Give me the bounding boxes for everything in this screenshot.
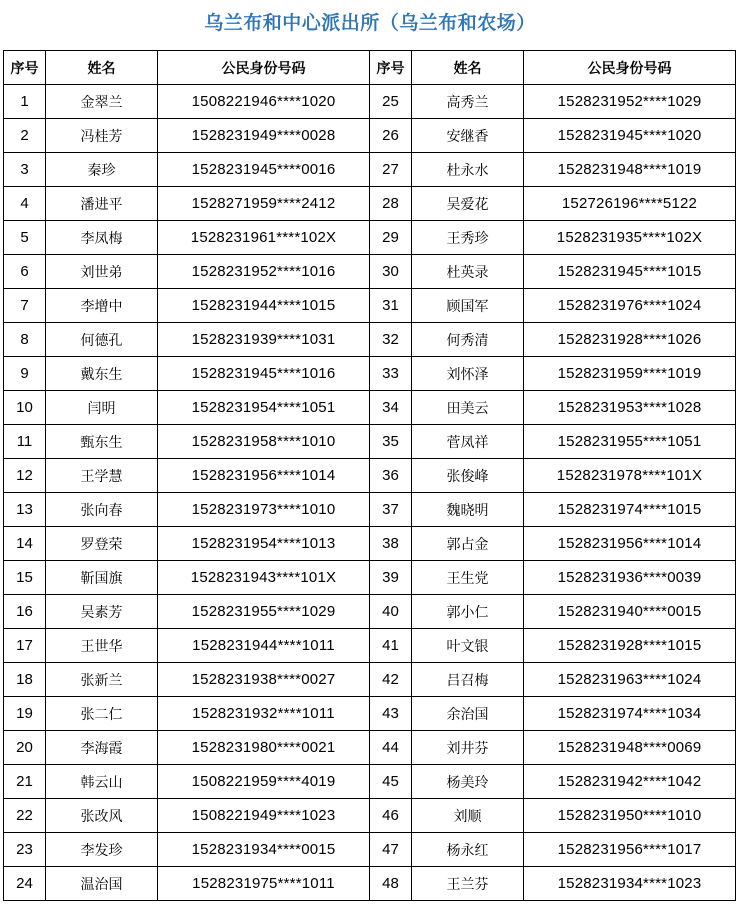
id-number-cell: 1528231963****1024: [524, 663, 736, 697]
table-row: [4, 357, 736, 391]
id-number-cell: 1528231928****1026: [524, 323, 736, 357]
name-cell: 张新兰: [46, 663, 158, 697]
table-row: [4, 493, 736, 527]
name-cell: 吴爱花: [412, 187, 524, 221]
name-cell: 余治国: [412, 697, 524, 731]
id-number-cell: 1528231959****1019: [524, 357, 736, 391]
row-number-cell: 36: [370, 459, 412, 493]
name-cell: 何秀清: [412, 323, 524, 357]
id-number-cell: 1528231942****1042: [524, 765, 736, 799]
name-cell: 温治国: [46, 867, 158, 901]
id-number-cell: 1528231974****1034: [524, 697, 736, 731]
header-name-left: 姓名: [46, 51, 158, 85]
id-number-cell: 1528231973****1010: [158, 493, 370, 527]
row-number-cell: 26: [370, 119, 412, 153]
table-row: [4, 289, 736, 323]
name-cell: 何德孔: [46, 323, 158, 357]
id-number-cell: 1508221949****1023: [158, 799, 370, 833]
name-cell: 杜永水: [412, 153, 524, 187]
id-number-cell: 1528231954****1013: [158, 527, 370, 561]
id-number-cell: 1528231956****1014: [158, 459, 370, 493]
id-number-cell: 1528231945****1016: [158, 357, 370, 391]
row-number-cell: 5: [4, 221, 46, 255]
row-number-cell: 28: [370, 187, 412, 221]
row-number-cell: 20: [4, 731, 46, 765]
table-row: [4, 867, 736, 901]
row-number-cell: 22: [4, 799, 46, 833]
id-number-cell: 1528231956****1017: [524, 833, 736, 867]
name-cell: 王生党: [412, 561, 524, 595]
name-cell: 李发珍: [46, 833, 158, 867]
name-cell: 罗登荣: [46, 527, 158, 561]
name-cell: 王秀珍: [412, 221, 524, 255]
id-number-cell: 1508221959****4019: [158, 765, 370, 799]
row-number-cell: 38: [370, 527, 412, 561]
header-no-left: 序号: [4, 51, 46, 85]
name-cell: 吴素芳: [46, 595, 158, 629]
table-row: [4, 731, 736, 765]
id-number-cell: 1528231934****0015: [158, 833, 370, 867]
id-number-cell: 1528231945****1015: [524, 255, 736, 289]
name-cell: 菅凤祥: [412, 425, 524, 459]
table-row: [4, 561, 736, 595]
row-number-cell: 45: [370, 765, 412, 799]
header-row: [4, 51, 736, 85]
row-number-cell: 47: [370, 833, 412, 867]
table-row: [4, 833, 736, 867]
name-cell: 李增中: [46, 289, 158, 323]
name-cell: 杨美玲: [412, 765, 524, 799]
name-cell: 戴东生: [46, 357, 158, 391]
table-row: [4, 187, 736, 221]
row-number-cell: 40: [370, 595, 412, 629]
table-row: [4, 425, 736, 459]
name-cell: 刘世弟: [46, 255, 158, 289]
row-number-cell: 9: [4, 357, 46, 391]
row-number-cell: 24: [4, 867, 46, 901]
row-number-cell: 33: [370, 357, 412, 391]
id-number-cell: 1528231938****0027: [158, 663, 370, 697]
name-cell: 田美云: [412, 391, 524, 425]
row-number-cell: 17: [4, 629, 46, 663]
id-number-cell: 1528231944****1015: [158, 289, 370, 323]
id-number-cell: 1528231934****1023: [524, 867, 736, 901]
row-number-cell: 11: [4, 425, 46, 459]
table-row: [4, 459, 736, 493]
name-cell: 靳国旗: [46, 561, 158, 595]
id-number-cell: 1528231950****1010: [524, 799, 736, 833]
id-number-cell: 1528231948****0069: [524, 731, 736, 765]
table-row: [4, 697, 736, 731]
name-cell: 张二仁: [46, 697, 158, 731]
name-cell: 闫明: [46, 391, 158, 425]
row-number-cell: 42: [370, 663, 412, 697]
name-cell: 杨永红: [412, 833, 524, 867]
row-number-cell: 32: [370, 323, 412, 357]
table-row: [4, 255, 736, 289]
name-cell: 王世华: [46, 629, 158, 663]
header-id-left: 公民身份号码: [158, 51, 370, 85]
row-number-cell: 7: [4, 289, 46, 323]
name-cell: 顾国军: [412, 289, 524, 323]
table-row: [4, 391, 736, 425]
id-number-cell: 1528231952****1029: [524, 85, 736, 119]
id-number-cell: 1528231948****1019: [524, 153, 736, 187]
row-number-cell: 25: [370, 85, 412, 119]
table-row: [4, 119, 736, 153]
row-number-cell: 29: [370, 221, 412, 255]
id-number-cell: 1528231949****0028: [158, 119, 370, 153]
table-row: [4, 85, 736, 119]
name-cell: 李凤梅: [46, 221, 158, 255]
name-cell: 王兰芬: [412, 867, 524, 901]
row-number-cell: 1: [4, 85, 46, 119]
id-number-cell: 1528231958****1010: [158, 425, 370, 459]
row-number-cell: 8: [4, 323, 46, 357]
name-cell: 郭小仁: [412, 595, 524, 629]
row-number-cell: 13: [4, 493, 46, 527]
table-row: [4, 765, 736, 799]
name-cell: 李海霞: [46, 731, 158, 765]
name-cell: 郭占金: [412, 527, 524, 561]
id-number-cell: 1528231955****1029: [158, 595, 370, 629]
id-number-cell: 1528231952****1016: [158, 255, 370, 289]
row-number-cell: 23: [4, 833, 46, 867]
row-number-cell: 41: [370, 629, 412, 663]
id-number-cell: 1528231980****0021: [158, 731, 370, 765]
name-cell: 叶文银: [412, 629, 524, 663]
row-number-cell: 48: [370, 867, 412, 901]
id-number-cell: 1528231936****0039: [524, 561, 736, 595]
name-cell: 甄东生: [46, 425, 158, 459]
row-number-cell: 4: [4, 187, 46, 221]
id-number-cell: 1528231935****102X: [524, 221, 736, 255]
name-cell: 张俊峰: [412, 459, 524, 493]
row-number-cell: 31: [370, 289, 412, 323]
name-cell: 高秀兰: [412, 85, 524, 119]
id-number-cell: 1528231932****1011: [158, 697, 370, 731]
row-number-cell: 10: [4, 391, 46, 425]
name-cell: 吕召梅: [412, 663, 524, 697]
id-number-cell: 1528231943****101X: [158, 561, 370, 595]
id-number-cell: 1508221946****1020: [158, 85, 370, 119]
row-number-cell: 14: [4, 527, 46, 561]
id-number-cell: 1528231939****1031: [158, 323, 370, 357]
id-number-cell: 1528231940****0015: [524, 595, 736, 629]
header-no-right: 序号: [370, 51, 412, 85]
row-number-cell: 43: [370, 697, 412, 731]
name-cell: 秦珍: [46, 153, 158, 187]
row-number-cell: 34: [370, 391, 412, 425]
row-number-cell: 12: [4, 459, 46, 493]
id-number-cell: 1528231978****101X: [524, 459, 736, 493]
table-row: [4, 799, 736, 833]
id-number-cell: 1528231976****1024: [524, 289, 736, 323]
table-row: [4, 663, 736, 697]
id-number-cell: 1528231944****1011: [158, 629, 370, 663]
roster-table: [3, 50, 736, 901]
id-number-cell: 1528231975****1011: [158, 867, 370, 901]
row-number-cell: 27: [370, 153, 412, 187]
row-number-cell: 16: [4, 595, 46, 629]
header-name-right: 姓名: [412, 51, 524, 85]
name-cell: 刘怀泽: [412, 357, 524, 391]
name-cell: 张向春: [46, 493, 158, 527]
table-row: [4, 527, 736, 561]
id-number-cell: 1528231928****1015: [524, 629, 736, 663]
id-number-cell: 1528271959****2412: [158, 187, 370, 221]
table-row: [4, 153, 736, 187]
row-number-cell: 21: [4, 765, 46, 799]
id-number-cell: 1528231974****1015: [524, 493, 736, 527]
id-number-cell: 1528231954****1051: [158, 391, 370, 425]
roster-body: [4, 85, 736, 901]
name-cell: 刘顺: [412, 799, 524, 833]
name-cell: 杜英录: [412, 255, 524, 289]
name-cell: 刘井芬: [412, 731, 524, 765]
name-cell: 韩云山: [46, 765, 158, 799]
row-number-cell: 37: [370, 493, 412, 527]
row-number-cell: 30: [370, 255, 412, 289]
row-number-cell: 44: [370, 731, 412, 765]
row-number-cell: 2: [4, 119, 46, 153]
id-number-cell: 1528231961****102X: [158, 221, 370, 255]
id-number-cell: 1528231956****1014: [524, 527, 736, 561]
row-number-cell: 6: [4, 255, 46, 289]
row-number-cell: 18: [4, 663, 46, 697]
name-cell: 安继香: [412, 119, 524, 153]
page-title: 乌兰布和中心派出所（乌兰布和农场）: [204, 12, 536, 34]
table-row: [4, 323, 736, 357]
name-cell: 魏晓明: [412, 493, 524, 527]
name-cell: 张改风: [46, 799, 158, 833]
row-number-cell: 35: [370, 425, 412, 459]
header-id-right: 公民身份号码: [524, 51, 736, 85]
row-number-cell: 39: [370, 561, 412, 595]
id-number-cell: 1528231945****0016: [158, 153, 370, 187]
id-number-cell: 152726196****5122: [524, 187, 736, 221]
table-row: [4, 595, 736, 629]
row-number-cell: 15: [4, 561, 46, 595]
row-number-cell: 19: [4, 697, 46, 731]
name-cell: 潘进平: [46, 187, 158, 221]
table-row: [4, 221, 736, 255]
row-number-cell: 3: [4, 153, 46, 187]
id-number-cell: 1528231955****1051: [524, 425, 736, 459]
name-cell: 冯桂芳: [46, 119, 158, 153]
table-row: [4, 629, 736, 663]
row-number-cell: 46: [370, 799, 412, 833]
id-number-cell: 1528231945****1020: [524, 119, 736, 153]
id-number-cell: 1528231953****1028: [524, 391, 736, 425]
name-cell: 金翠兰: [46, 85, 158, 119]
name-cell: 王学慧: [46, 459, 158, 493]
